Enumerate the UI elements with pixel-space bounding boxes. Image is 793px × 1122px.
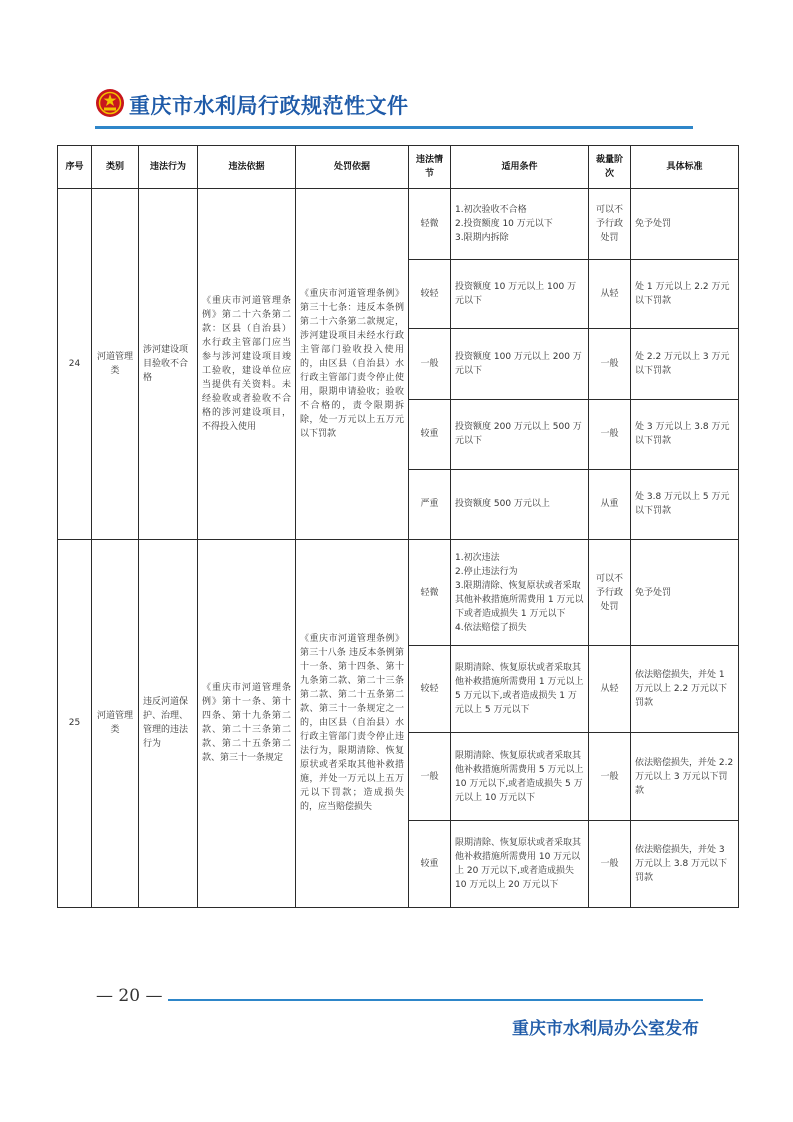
item-number: 24 [58,189,92,540]
severity-cell: 轻微 [409,539,451,645]
item-number: 25 [58,539,92,907]
conditions-cell: 限期清除、恢复原状或者采取其他补救措施所需费用 5 万元以上 10 万元以下,或者造成损失 5 万元以上 10 万元以下 [451,733,589,820]
level-cell: 从重 [589,469,631,539]
conditions-cell: 限期清除、恢复原状或者采取其他补救措施所需费用 10 万元以上 20 万元以下,或者造成损失 10 万元以上 20 万元以下 [451,820,589,907]
item-penalty-basis: 《重庆市河道管理条例》第三十七条：违反本条例第二十六条第二款规定，涉河建设项目未经水行政主管部门验收投入使用的，由区县（自治县）水行政主管部门责令停止使用，限期申请验收；验收不合格的，责令限期拆除，处一万元以上五万元以下罚款 [296,189,409,540]
level-cell: 可以不予行政处罚 [589,539,631,645]
standard-cell: 处 3.8 万元以上 5 万元以下罚款 [631,469,739,539]
standard-cell: 处 1 万元以上 2.2 万元以下罚款 [631,260,739,329]
table-row [58,189,739,260]
item-behavior: 违反河道保护、治理、管理的违法行为 [139,539,198,907]
item-legal-basis: 《重庆市河道管理条例》第二十六条第二款：区县（自治县）水行政主管部门应当参与涉河建设项目竣工验收，建设单位应当提供有关资料。未经验收或者验收不合格的涉河建设项目，不得投入使用 [198,189,296,540]
severity-cell: 一般 [409,329,451,399]
document-header [95,88,695,132]
standard-cell: 依法赔偿损失，并处 3 万元以上 3.8 万元以下罚款 [631,820,739,907]
item-behavior: 涉河建设项目验收不合格 [139,189,198,540]
standard-cell: 处 3 万元以上 3.8 万元以下罚款 [631,399,739,469]
severity-cell: 较轻 [409,260,451,329]
level-cell: 可以不予行政处罚 [589,189,631,260]
conditions-cell: 投资额度 10 万元以上 100 万元以下 [451,260,589,329]
header-divider [95,126,693,129]
level-cell: 从轻 [589,646,631,733]
column-header: 裁量阶次 [589,146,631,189]
table-header-row [58,146,739,189]
standard-cell: 免予处罚 [631,539,739,645]
column-header: 适用条件 [451,146,589,189]
publisher-line: 重庆市水利局办公室发布 [512,1019,699,1039]
document-title: 重庆市水利局行政规范性文件 [129,93,409,118]
conditions-cell: 限期清除、恢复原状或者采取其他补救措施所需费用 1 万元以上 5 万元以下,或者造成损失 1 万元以上 5 万元以下 [451,646,589,733]
footer-divider [96,999,703,1001]
column-header: 违法行为 [139,146,198,189]
page-number: — 20 — [96,986,168,1006]
column-header: 具体标准 [631,146,739,189]
standard-cell: 依法赔偿损失，并处 1 万元以上 2.2 万元以下罚款 [631,646,739,733]
item-category: 河道管理类 [92,189,139,540]
level-cell: 从轻 [589,260,631,329]
conditions-cell: 投资额度 200 万元以上 500 万元以下 [451,399,589,469]
column-header: 违法情节 [409,146,451,189]
severity-cell: 严重 [409,469,451,539]
conditions-cell: 1.初次违法 2.停止违法行为 3.限期清除、恢复原状或者采取其他补救措施所需费用 1 万元以下或者造成损失 1 万元以下 4.依法赔偿了损失 [451,539,589,645]
item-penalty-basis: 《重庆市河道管理条例》第三十八条 违反本条例第十一条、第十四条、第十九条第二款、第二十三条第二款、第二十五条第二款、第三十一条规定之一的，由区县（自治县）水行政主管部门责令停止违法行为，限期清除、恢复原状或者采取其他补救措施，并处一万元以上五万元以下罚款；造成损失的，应当赔偿损失 [296,539,409,907]
standard-cell: 免予处罚 [631,189,739,260]
severity-cell: 较轻 [409,646,451,733]
level-cell: 一般 [589,733,631,820]
severity-cell: 轻微 [409,189,451,260]
national-emblem-icon [95,88,125,118]
severity-cell: 较重 [409,820,451,907]
column-header: 处罚依据 [296,146,409,189]
conditions-cell: 投资额度 100 万元以上 200 万元以下 [451,329,589,399]
penalty-standard-table [57,145,739,908]
level-cell: 一般 [589,820,631,907]
conditions-cell: 投资额度 500 万元以上 [451,469,589,539]
severity-cell: 一般 [409,733,451,820]
conditions-cell: 1.初次验收不合格 2.投资额度 10 万元以下 3.限期内拆除 [451,189,589,260]
item-legal-basis: 《重庆市河道管理条例》第十一条、第十四条、第十九条第二款、第二十三条第二款、第二十五条第二款、第三十一条规定 [198,539,296,907]
standard-cell: 处 2.2 万元以上 3 万元以下罚款 [631,329,739,399]
item-category: 河道管理类 [92,539,139,907]
column-header: 序号 [58,146,92,189]
column-header: 类别 [92,146,139,189]
table-row [58,539,739,645]
column-header: 违法依据 [198,146,296,189]
level-cell: 一般 [589,399,631,469]
severity-cell: 较重 [409,399,451,469]
level-cell: 一般 [589,329,631,399]
standard-cell: 依法赔偿损失，并处 2.2 万元以上 3 万元以下罚款 [631,733,739,820]
